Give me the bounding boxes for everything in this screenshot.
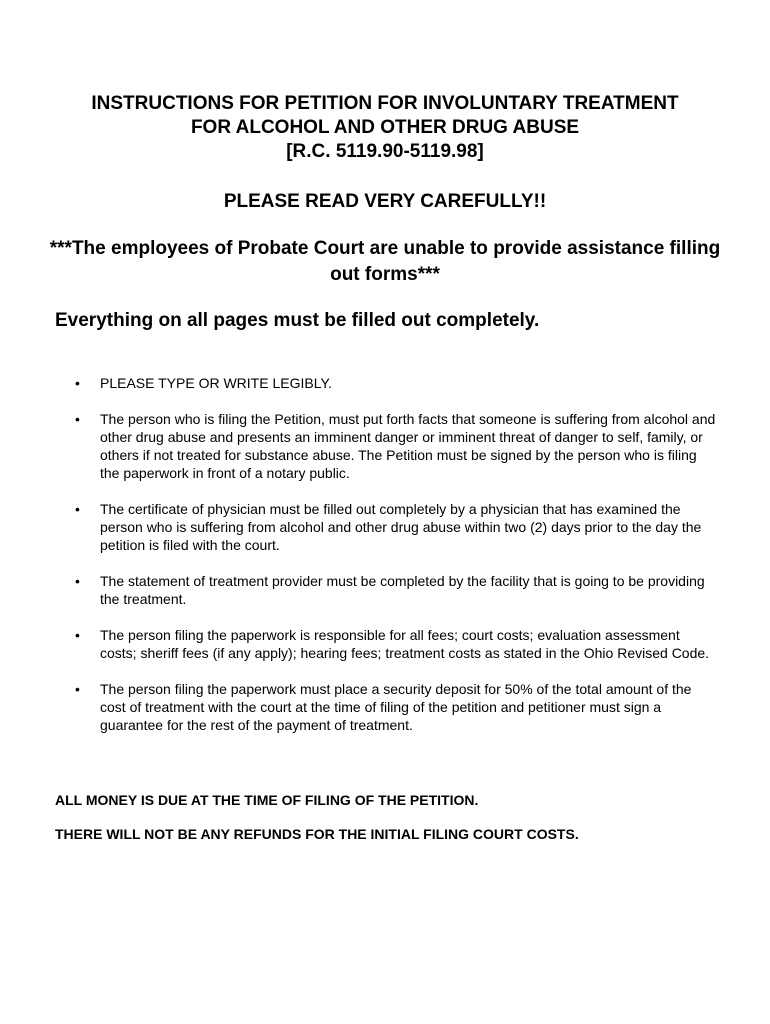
no-assistance-notice: ***The employees of Probate Court are unable to provide assistance filling out forms*** — [49, 238, 721, 285]
bullet-icon: • — [75, 681, 80, 697]
list-item — [55, 680, 717, 734]
instruction-list — [55, 374, 717, 752]
money-due-notice: ALL MONEY IS DUE AT THE TIME OF FILING OF THE PETITION. — [55, 792, 479, 808]
document-title — [40, 92, 730, 164]
list-item — [55, 374, 717, 392]
list-item — [55, 626, 717, 662]
list-item — [55, 572, 717, 608]
list-item — [55, 500, 717, 554]
bullet-icon: • — [75, 501, 80, 517]
list-item-text: PLEASE TYPE OR WRITE LEGIBLY. — [100, 375, 332, 391]
complete-all-pages-note: Everything on all pages must be filled out completely. — [55, 310, 540, 331]
list-item-text: The statement of treatment provider must be completed by the facility that is going to be providing the treatment. — [100, 573, 705, 607]
read-carefully-heading: PLEASE READ VERY CAREFULLY!! — [223, 191, 547, 212]
title-line-2: FOR ALCOHOL AND OTHER DRUG ABUSE — [190, 117, 580, 138]
list-item-text: The person filing the paperwork must place a security deposit for 50% of the total amount of the cost of treatment with the court at the time of filing of the petition and petitioner must sign a guarantee for the rest of the payment of treatment. — [100, 681, 692, 733]
bullet-icon: • — [75, 375, 80, 391]
list-item — [55, 410, 717, 482]
title-line-1: INSTRUCTIONS FOR PETITION FOR INVOLUNTARY TREATMENT — [91, 93, 679, 114]
list-item-text: The person who is filing the Petition, must put forth facts that someone is suffering from alcohol and other drug abuse and presents an imminent danger or imminent threat of danger to self, family, or others if not treated for substance abuse. The Petition must be signed by the person who is filing the paperwork in front of a notary public. — [100, 411, 716, 481]
bullet-icon: • — [75, 411, 80, 427]
no-refunds-notice: THERE WILL NOT BE ANY REFUNDS FOR THE INITIAL FILING COURT COSTS. — [55, 826, 579, 842]
bullet-icon: • — [75, 573, 80, 589]
list-item-text: The certificate of physician must be filled out completely by a physician that has examined the person who is suffering from alcohol and other drug abuse within two (2) days prior to the day the petition is filed with the court. — [100, 501, 702, 553]
bullet-icon: • — [75, 627, 80, 643]
title-line-3-statute: [R.C. 5119.90-5119.98] — [286, 141, 484, 162]
list-item-text: The person filing the paperwork is responsible for all fees; court costs; evaluation assessment costs; sheriff fees (if any apply); hearing fees; treatment costs as stated in the Ohio Revised Code. — [100, 627, 710, 661]
